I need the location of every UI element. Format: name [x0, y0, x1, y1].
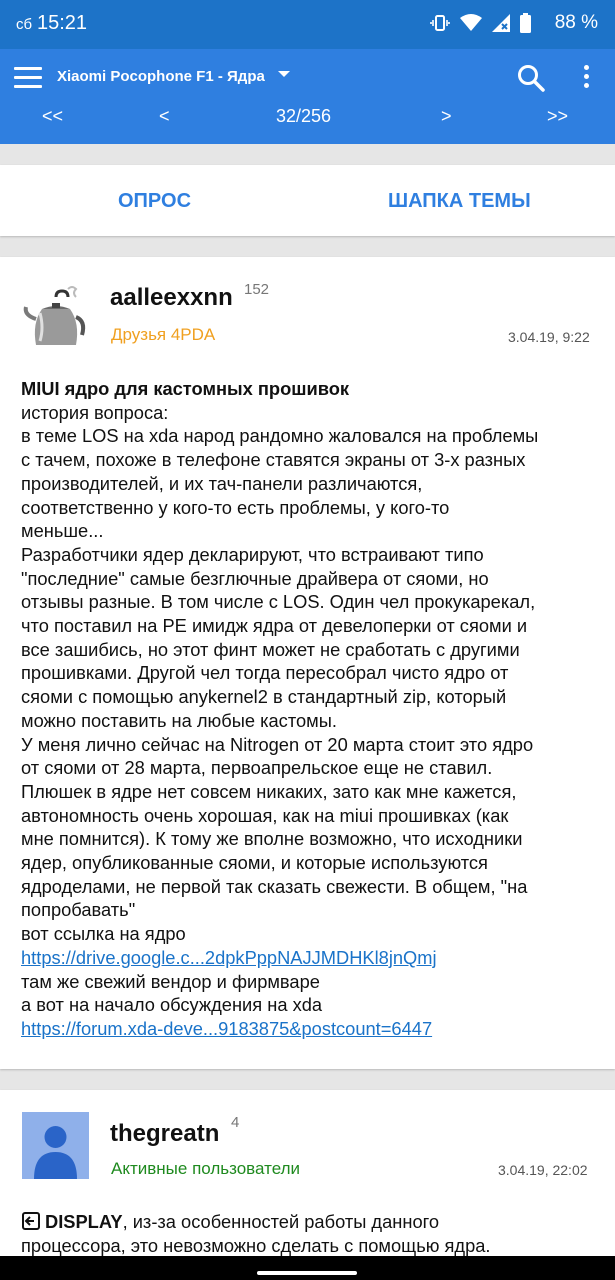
quote-icon[interactable]: [21, 1211, 41, 1231]
quote-text: , из-за особенностей работы данного: [122, 1211, 440, 1232]
author-reputation[interactable]: 152: [244, 281, 270, 298]
post-line: соответственно у кого-то есть проблемы, у кого-то: [21, 496, 450, 518]
post-body: [21, 377, 601, 1041]
post-line: автономность очень хорошая, как на miui прошивках (как: [21, 804, 509, 826]
post-line: меньше...: [21, 520, 104, 542]
system-nav-bar: [0, 1256, 615, 1280]
post-line: сяоми с помощью anykernel2 в стандартный zip, который: [21, 686, 507, 708]
status-time: 15:21: [37, 12, 88, 34]
post-line: а вот на начало обсуждения на xda: [21, 994, 323, 1016]
post-line: ядер, опубликованные сяоми, и которые используются: [21, 852, 488, 874]
post-line: история вопроса:: [21, 401, 169, 423]
post-line: вот ссылка на ядро: [21, 923, 186, 945]
more-vert-icon[interactable]: [578, 63, 594, 93]
post-line: от сяоми от 28 марта, первоапрельское еще не ставил.: [21, 757, 493, 779]
author-reputation[interactable]: 4: [231, 1114, 240, 1131]
post-line: с тачем, похоже в телефоне ставятся экраны от 3-х разных: [21, 449, 526, 471]
post-line: прошивками. Другой чел тогда пересобрал чисто ядро от: [21, 662, 509, 684]
kernel-download-link[interactable]: https://drive.google.c...2dpkPppNAJJMDHKl8jnQmj: [21, 946, 437, 968]
last-page-button[interactable]: >>: [547, 106, 569, 126]
post-date: 3.04.19, 22:02: [498, 1162, 588, 1178]
kettle-avatar[interactable]: [22, 283, 89, 350]
post-line: там же свежий вендор и фирмваре: [21, 970, 320, 992]
quote-block: [21, 1210, 491, 1257]
topic-header-tab[interactable]: ШАПКА ТЕМЫ: [388, 190, 531, 212]
default-avatar[interactable]: [22, 1112, 89, 1179]
post-author[interactable]: thegreatn: [110, 1120, 220, 1147]
quote-first-line: [21, 1210, 491, 1234]
post-line: отзывы разные. В том числе с LOS. Один чел прокукарекал,: [21, 591, 536, 613]
poll-tab[interactable]: ОПРОС: [118, 190, 192, 212]
post-line: "последние" самые безглючные драйвера от сяоми, но: [21, 567, 489, 589]
prev-page-button[interactable]: <: [159, 106, 170, 126]
status-day: сб: [16, 16, 33, 33]
pager: [0, 106, 615, 134]
signal-icon: [492, 14, 510, 32]
author-group: Активные пользователи: [111, 1159, 301, 1178]
search-icon[interactable]: [516, 63, 546, 93]
battery-percent: 88 %: [554, 12, 598, 33]
post-line: Разработчики ядер декларируют, что встраивают типо: [21, 543, 484, 565]
post-line: производителей, и их тач-панели различаются,: [21, 472, 423, 494]
post-line: процессора, это невозможно сделать с помощью ядра.: [21, 1234, 491, 1256]
first-page-button[interactable]: <<: [42, 106, 64, 126]
topic-title[interactable]: Xiaomi Pocophone F1 - Ядра: [57, 68, 265, 85]
post-line: мне помнится). К тому же вполне возможно, что исходники: [21, 828, 523, 850]
wifi-icon: [460, 14, 482, 32]
post-line: ядроделами, не первой так сказать свежести. В общем, "на: [21, 875, 528, 897]
next-page-button[interactable]: >: [441, 106, 452, 126]
post-card: [0, 1090, 615, 1280]
post-card: [0, 257, 615, 1069]
battery-icon: [520, 13, 531, 33]
dropdown-icon[interactable]: [278, 71, 290, 77]
menu-icon[interactable]: [14, 67, 42, 89]
vibrate-icon: [430, 13, 450, 33]
post-line: попробавать": [21, 899, 136, 921]
post-line: все зашибись, но этот финт может не сработать с другими: [21, 638, 520, 660]
post-date: 3.04.19, 9:22: [508, 329, 590, 345]
post-line: в теме LOS на xda народ рандомно жаловался на проблемы: [21, 425, 539, 447]
quote-label: DISPLAY: [45, 1211, 123, 1232]
post-line: можно поставить на любые кастомы.: [21, 709, 337, 731]
post-author[interactable]: aalleexxnn: [110, 284, 233, 311]
post-line: Плюшек в ядре нет совсем никаких, зато как мне кажется,: [21, 780, 517, 802]
post-line: У меня лично сейчас на Nitrogen от 20 марта стоит это ядро: [21, 733, 534, 755]
page-indicator[interactable]: 32/256: [276, 106, 332, 126]
status-bar: [0, 0, 615, 49]
post-line: что поставил на PE имидж ядра от девелоперки от сяоми и: [21, 615, 528, 637]
post-heading: MIUI ядро для кастомных прошивок: [21, 378, 350, 399]
xda-discussion-link[interactable]: https://forum.xda-deve...9183875&postcount=6447: [21, 1017, 433, 1039]
home-gesture-pill[interactable]: [257, 1271, 357, 1275]
author-group: Друзья 4PDA: [111, 325, 216, 344]
status-icons: [430, 13, 531, 33]
topic-tabs: [0, 165, 615, 236]
app-toolbar: [0, 49, 615, 144]
